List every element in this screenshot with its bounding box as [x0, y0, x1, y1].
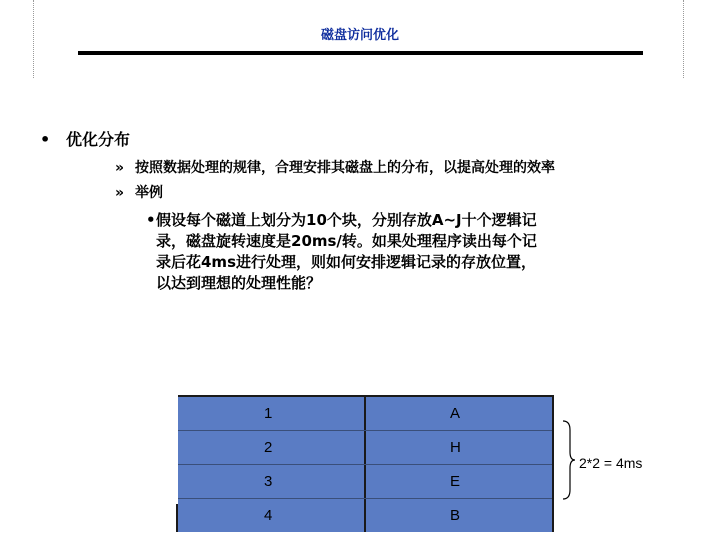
block-number-cell: 1	[264, 405, 273, 422]
table-row	[178, 465, 552, 500]
paragraph-line: 假设每个磁道上划分为10个块，分别存放A~J十个逻辑记	[156, 211, 537, 229]
brace-annotation: 2*2 = 4ms	[579, 455, 643, 471]
bullet-dot-icon: •	[146, 211, 156, 229]
paragraph-line: 以达到理想的处理性能？	[156, 274, 322, 292]
table-row	[178, 431, 552, 466]
right-brace-icon	[562, 420, 576, 500]
bullet-dot-icon: •	[40, 130, 51, 149]
paragraph-line: 录后花4ms进行处理，则如何安排逻辑记录的存放位置，	[156, 253, 536, 271]
slide-title: 磁盘访问优化	[320, 28, 399, 43]
chevron-bullet-icon: »	[115, 185, 125, 201]
block-number-cell: 4	[264, 507, 273, 524]
block-number-cell: 3	[264, 473, 273, 490]
paragraph-line: 录，磁盘旋转速度是20ms/转。如果处理程序读出每个记	[156, 232, 537, 250]
bullet-level3-paragraph	[146, 210, 686, 294]
title-underline	[78, 51, 643, 55]
record-layout-table	[178, 395, 554, 532]
bullet-level1	[40, 130, 130, 150]
bullet-level2-item	[115, 158, 555, 178]
block-number-cell: 2	[264, 439, 273, 456]
table-row	[178, 499, 552, 534]
bullet-level1-text: 优化分布	[66, 130, 131, 149]
record-cell: A	[450, 405, 461, 422]
record-cell: E	[450, 473, 461, 490]
chevron-bullet-icon: »	[115, 160, 125, 176]
record-cell: B	[450, 507, 461, 524]
table-row	[178, 397, 552, 432]
bullet-level2-text: 举例	[135, 185, 163, 201]
bullet-level2-text: 按照数据处理的规律，合理安排其磁盘上的分布，以提高处理的效率	[135, 160, 555, 176]
record-cell: H	[450, 439, 461, 456]
bullet-level2-item	[115, 183, 163, 203]
